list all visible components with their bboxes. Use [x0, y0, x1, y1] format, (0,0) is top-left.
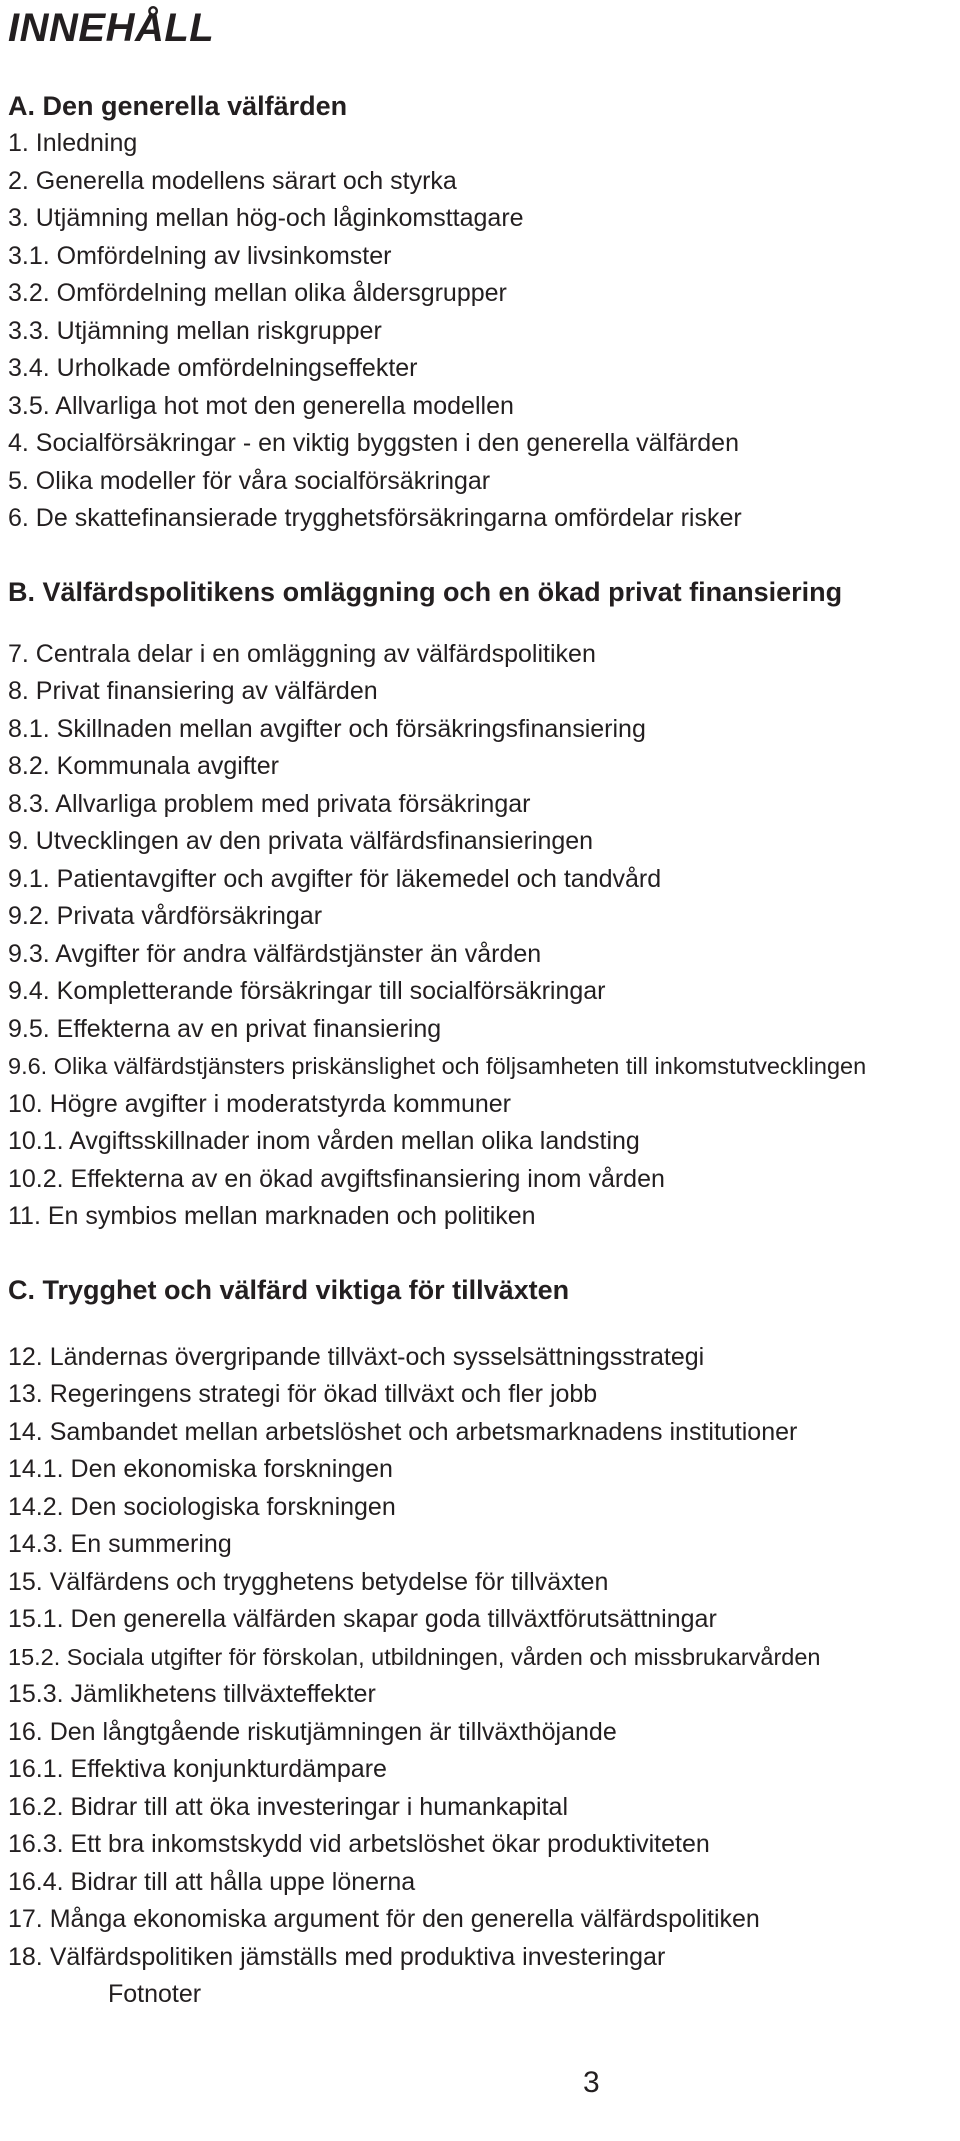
toc-item: 9.1. Patientavgifter och avgifter för läkemedel och tandvård — [8, 864, 662, 893]
toc-item: 3.2. Omfördelning mellan olika åldersgrupper — [8, 279, 507, 307]
section-heading-c: C. Trygghet och välfärd viktiga för tillväxten — [8, 1274, 570, 1305]
toc-item: 8. Privat finansiering av välfärden — [8, 677, 378, 705]
toc-item: 16. Den långtgående riskutjämningen är tillväxthöjande — [8, 1717, 617, 1746]
toc-item: 14. Sambandet mellan arbetslöshet och arbetsmarknadens institutioner — [8, 1417, 798, 1446]
toc-item: 11. En symbios mellan marknaden och politiken — [8, 1202, 536, 1230]
section-heading-a: A. Den generella välfärden — [8, 91, 348, 121]
section-heading-b: B. Välfärdspolitikens omläggning och en ökad privat finansiering — [8, 576, 843, 607]
toc-item: 10.1. Avgiftsskillnader inom vården mellan olika landsting — [8, 1127, 640, 1155]
toc-item: 3. Utjämning mellan hög-och låginkomsttagare — [8, 204, 524, 232]
toc-item: 15.2. Sociala utgifter för förskolan, utbildningen, vården och missbrukarvården — [8, 1643, 821, 1670]
toc-item: 9.2. Privata vårdförsäkringar — [8, 902, 323, 930]
page-title: INNEHÅLL — [8, 6, 215, 50]
toc-item: 9.3. Avgifter för andra välfärdstjänster än vården — [8, 939, 542, 968]
toc-item: 4. Socialförsäkringar - en viktig byggsten i den generella välfärden — [8, 429, 739, 457]
toc-item: 8.1. Skillnaden mellan avgifter och försäkringsfinansiering — [8, 714, 646, 743]
toc-item: 10. Högre avgifter i moderatstyrda kommuner — [8, 1089, 511, 1118]
toc-item: 15.3. Jämlikhetens tillväxteffekter — [8, 1680, 376, 1708]
toc-item: 9.4. Kompletterande försäkringar till socialförsäkringar — [8, 977, 606, 1005]
toc-item: 16.3. Ett bra inkomstskydd vid arbetslöshet ökar produktiviteten — [8, 1830, 710, 1858]
toc-item: 7. Centrala delar i en omläggning av välfärdspolitiken — [8, 639, 596, 668]
toc-item: 2. Generella modellens särart och styrka — [8, 166, 457, 195]
toc-item: 8.3. Allvarliga problem med privata försäkringar — [8, 789, 531, 818]
page-number: 3 — [583, 2066, 600, 2099]
toc-item: 5. Olika modeller för våra socialförsäkringar — [8, 466, 491, 495]
toc-item: 3.4. Urholkade omfördelningseffekter — [8, 354, 418, 382]
toc-item: 18. Välfärdspolitiken jämställs med produktiva investeringar — [8, 1942, 666, 1971]
toc-item: 9. Utvecklingen av den privata välfärdsfinansieringen — [8, 827, 594, 855]
toc-item: 3.3. Utjämning mellan riskgrupper — [8, 316, 382, 345]
toc-item: 3.5. Allvarliga hot mot den generella modellen — [8, 391, 514, 420]
toc-item: 14.2. Den sociologiska forskningen — [8, 1492, 396, 1521]
toc-item: 10.2. Effekterna av en ökad avgiftsfinansiering inom vården — [8, 1164, 665, 1193]
toc-item: 14.3. En summering — [8, 1530, 232, 1558]
toc-item: 3.1. Omfördelning av livsinkomster — [8, 241, 392, 270]
toc-item: 16.4. Bidrar till att hålla uppe lönerna — [8, 1867, 416, 1896]
toc-item: 13. Regeringens strategi för ökad tillväxt och fler jobb — [8, 1380, 598, 1408]
toc-item: 16.1. Effektiva konjunkturdämpare — [8, 1755, 387, 1783]
toc-item: 6. De skattefinansierade trygghetsförsäkringarna omfördelar risker — [8, 504, 742, 532]
toc-item: 9.6. Olika välfärdstjänsters priskänslighet och följsamheten till inkomstutvecklingen — [8, 1053, 867, 1079]
footnotes-label: Fotnoter — [108, 1980, 202, 2008]
toc-item: 8.2. Kommunala avgifter — [8, 752, 279, 780]
toc-item: 16.2. Bidrar till att öka investeringar i humankapital — [8, 1792, 569, 1821]
toc-item: 12. Ländernas övergripande tillväxt-och sysselsättningsstrategi — [8, 1342, 705, 1371]
toc-item: 15. Välfärdens och trygghetens betydelse för tillväxten — [8, 1567, 609, 1596]
toc-item: 14.1. Den ekonomiska forskningen — [8, 1455, 393, 1483]
toc-item: 9.5. Effekterna av en privat finansiering — [8, 1014, 442, 1043]
toc-item: 1. Inledning — [8, 129, 138, 157]
toc-item: 17. Många ekonomiska argument för den generella välfärdspolitiken — [8, 1905, 760, 1933]
toc-item: 15.1. Den generella välfärden skapar goda tillväxtförutsättningar — [8, 1605, 717, 1633]
table-of-contents — [8, 88, 948, 2013]
